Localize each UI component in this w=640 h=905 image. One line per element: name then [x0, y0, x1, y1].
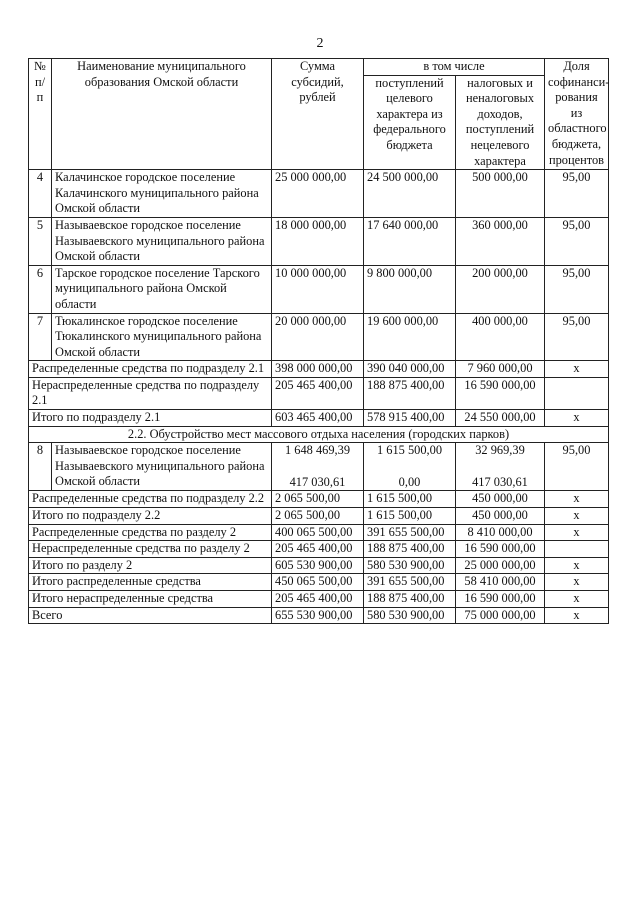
row-name: Тюкалинское городское поселение Тюкалинского муниципального района Омской области — [52, 313, 272, 361]
total-row — [29, 574, 609, 591]
total-federal: 390 040 000,00 — [364, 361, 456, 378]
row-federal: 19 600 000,00 — [364, 313, 456, 361]
row-sum: 18 000 000,00 — [272, 217, 364, 265]
table-row — [29, 265, 609, 313]
total-label: Итого по подразделу 2.2 — [29, 508, 272, 525]
subsidy-table — [28, 58, 609, 624]
total-federal: 580 530 900,00 — [364, 607, 456, 624]
total-label: Итого нераспределенные средства — [29, 591, 272, 608]
total-row — [29, 557, 609, 574]
row-tax: 200 000,00 — [456, 265, 545, 313]
total-sum: 605 530 900,00 — [272, 557, 364, 574]
total-share: х — [545, 591, 609, 608]
total-row — [29, 361, 609, 378]
row-share: 95,00 — [545, 217, 609, 265]
row-federal: 17 640 000,00 — [364, 217, 456, 265]
total-tax: 75 000 000,00 — [456, 607, 545, 624]
total-tax: 450 000,00 — [456, 508, 545, 525]
total-row — [29, 541, 609, 558]
total-sum: 398 000 000,00 — [272, 361, 364, 378]
row-num: 6 — [29, 265, 52, 313]
row-tax-line-1: 32 969,39 — [475, 443, 525, 458]
total-federal: 580 530 900,00 — [364, 557, 456, 574]
total-federal: 188 875 400,00 — [364, 591, 456, 608]
row-federal: 9 800 000,00 — [364, 265, 456, 313]
total-sum: 205 465 400,00 — [272, 541, 364, 558]
row-federal — [364, 443, 456, 491]
row-name: Тарское городское поселение Тарского муниципального района Омской области — [52, 265, 272, 313]
total-share: х — [545, 607, 609, 624]
total-label: Распределенные средства по разделу 2 — [29, 524, 272, 541]
section-title: 2.2. Обустройство мест массового отдыха населения (городских парков) — [29, 426, 609, 443]
row-tax: 500 000,00 — [456, 170, 545, 218]
total-federal: 391 655 500,00 — [364, 524, 456, 541]
header-num: № п/п — [29, 59, 52, 170]
total-sum: 450 065 500,00 — [272, 574, 364, 591]
total-tax: 25 000 000,00 — [456, 557, 545, 574]
total-row — [29, 508, 609, 525]
spacer — [367, 459, 452, 475]
row-share: 95,00 — [545, 170, 609, 218]
total-label: Итого по разделу 2 — [29, 557, 272, 574]
row-tax-line-2: 417 030,61 — [472, 474, 528, 489]
row-name: Называевское городское поселение Называевского муниципального района Омской области — [52, 443, 272, 491]
row-tax: 360 000,00 — [456, 217, 545, 265]
total-share: х — [545, 508, 609, 525]
row-share: 95,00 — [545, 313, 609, 361]
total-federal: 578 915 400,00 — [364, 410, 456, 427]
header-name: Наименование муниципального образования Омской области — [52, 59, 272, 170]
section-row — [29, 426, 609, 443]
total-share — [545, 541, 609, 558]
total-row — [29, 410, 609, 427]
total-share: х — [545, 557, 609, 574]
total-label: Итого распределенные средства — [29, 574, 272, 591]
total-sum: 603 465 400,00 — [272, 410, 364, 427]
row-sum: 20 000 000,00 — [272, 313, 364, 361]
header-in-total: в том числе — [364, 59, 545, 76]
row-sum: 10 000 000,00 — [272, 265, 364, 313]
total-label: Всего — [29, 607, 272, 624]
row-tax: 400 000,00 — [456, 313, 545, 361]
header-share: Доля софинанси-рования из областного бюджета, процентов — [545, 59, 609, 170]
total-tax: 7 960 000,00 — [456, 361, 545, 378]
row-federal: 24 500 000,00 — [364, 170, 456, 218]
total-sum: 205 465 400,00 — [272, 377, 364, 409]
total-row — [29, 491, 609, 508]
total-label: Итого по подразделу 2.1 — [29, 410, 272, 427]
total-share: х — [545, 491, 609, 508]
row-num: 5 — [29, 217, 52, 265]
row-name: Называевское городское поселение Называевского муниципального района Омской области — [52, 217, 272, 265]
spacer — [459, 459, 541, 475]
row-sum-line-1: 1 648 469,39 — [284, 443, 351, 458]
total-share — [545, 377, 609, 409]
row-name: Калачинское городское поселение Калачинского муниципального района Омской области — [52, 170, 272, 218]
table-row — [29, 443, 609, 491]
total-sum: 205 465 400,00 — [272, 591, 364, 608]
table-row — [29, 170, 609, 218]
total-sum: 2 065 500,00 — [272, 491, 364, 508]
total-tax: 450 000,00 — [456, 491, 545, 508]
table-row — [29, 313, 609, 361]
total-sum: 655 530 900,00 — [272, 607, 364, 624]
total-label: Распределенные средства по подразделу 2.1 — [29, 361, 272, 378]
total-federal: 391 655 500,00 — [364, 574, 456, 591]
total-tax: 24 550 000,00 — [456, 410, 545, 427]
header-sum: Сумма субсидий, рублей — [272, 59, 364, 170]
total-share: х — [545, 574, 609, 591]
row-tax — [456, 443, 545, 491]
row-sum: 25 000 000,00 — [272, 170, 364, 218]
header-row-1 — [29, 59, 609, 76]
row-share: 95,00 — [545, 265, 609, 313]
spacer — [275, 459, 360, 475]
total-tax: 16 590 000,00 — [456, 541, 545, 558]
total-label: Нераспределенные средства по подразделу 2.1 — [29, 377, 272, 409]
total-label: Распределенные средства по подразделу 2.2 — [29, 491, 272, 508]
total-row — [29, 377, 609, 409]
total-federal: 1 615 500,00 — [364, 508, 456, 525]
total-row — [29, 591, 609, 608]
total-label: Нераспределенные средства по разделу 2 — [29, 541, 272, 558]
row-sum-line-2: 417 030,61 — [289, 474, 346, 489]
row-federal-line-2: 0,00 — [398, 474, 421, 489]
header-federal: поступлений целевого характера из федерального бюджета — [364, 75, 456, 170]
total-federal: 188 875 400,00 — [364, 541, 456, 558]
row-share: 95,00 — [545, 443, 609, 491]
row-sum — [272, 443, 364, 491]
total-tax: 16 590 000,00 — [456, 377, 545, 409]
total-sum: 2 065 500,00 — [272, 508, 364, 525]
total-row — [29, 607, 609, 624]
total-share: х — [545, 524, 609, 541]
total-sum: 400 065 500,00 — [272, 524, 364, 541]
total-row — [29, 524, 609, 541]
total-tax: 58 410 000,00 — [456, 574, 545, 591]
page-number: 2 — [316, 36, 324, 51]
row-num: 8 — [29, 443, 52, 491]
total-federal: 188 875 400,00 — [364, 377, 456, 409]
total-share: х — [545, 361, 609, 378]
header-tax: налоговых и неналоговых доходов, поступлений нецелевого характера — [456, 75, 545, 170]
row-num: 4 — [29, 170, 52, 218]
total-tax: 16 590 000,00 — [456, 591, 545, 608]
total-share: х — [545, 410, 609, 427]
total-tax: 8 410 000,00 — [456, 524, 545, 541]
table-row — [29, 217, 609, 265]
total-federal: 1 615 500,00 — [364, 491, 456, 508]
row-federal-line-1: 1 615 500,00 — [376, 443, 443, 458]
row-num: 7 — [29, 313, 52, 361]
